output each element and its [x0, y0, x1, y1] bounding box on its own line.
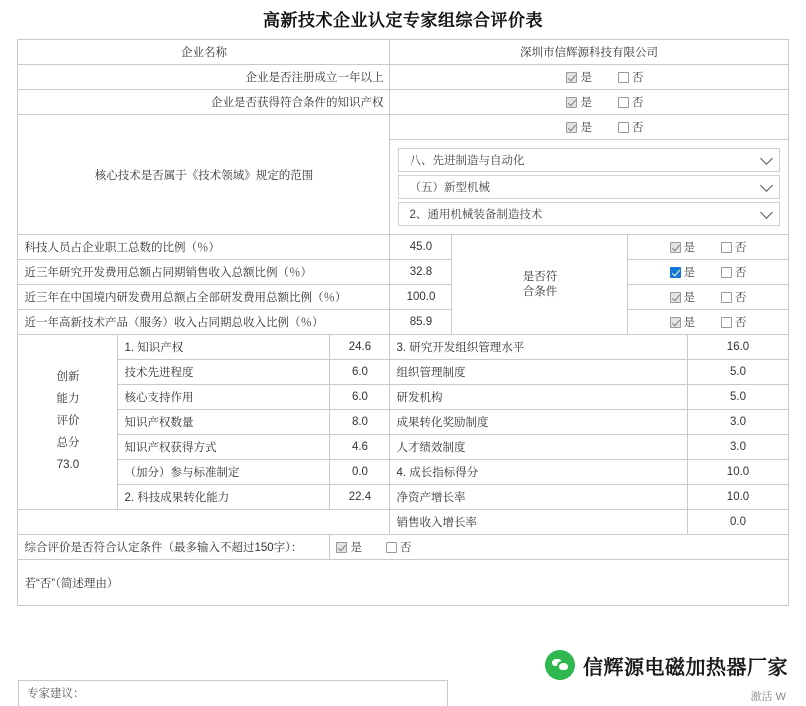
- score-left-5-value: 0.0: [330, 460, 390, 485]
- condition-label-text: 是否符合条件: [522, 271, 558, 298]
- ratio-1-yes-label: 是: [683, 267, 695, 279]
- tech-field-level1-select[interactable]: [398, 148, 779, 172]
- ratio-2-label: 近三年在中国境内研发费用总额占全部研发费用总额比例（％）: [18, 285, 390, 310]
- registered-no-label: 否: [631, 72, 644, 84]
- ratio-0-options: [628, 235, 788, 260]
- score-right-1-label: 组织管理制度: [390, 360, 688, 385]
- checkbox-checked-icon[interactable]: [670, 317, 681, 328]
- ratio-1-options: [628, 260, 788, 285]
- score-right-7-value: 0.0: [688, 510, 788, 535]
- table-row-score-7: [18, 510, 788, 535]
- registered-no-option[interactable]: [618, 69, 644, 85]
- ratio-2-yes-label: 是: [683, 292, 695, 304]
- checkbox-icon[interactable]: [721, 242, 732, 253]
- innovation-total-value: 73.0: [56, 458, 80, 471]
- ip-label: 企业是否获得符合条件的知识产权: [18, 90, 390, 115]
- tech-field-level3-value: 2、通用机械装备制造技术: [409, 209, 543, 221]
- score-left-6-value: 22.4: [330, 485, 390, 510]
- checkbox-icon[interactable]: [386, 542, 397, 553]
- summary-options: [330, 535, 788, 560]
- table-row-reason: [18, 560, 788, 606]
- score-left-5-label: （加分）参与标准制定: [118, 460, 330, 485]
- table-row-ratio-3: [18, 310, 788, 335]
- table-row-score-1: [18, 360, 788, 385]
- score-right-3-value: 3.0: [688, 410, 788, 435]
- activation-notice: 激活 W: [750, 691, 786, 703]
- score-left-3-label: 知识产权数量: [118, 410, 330, 435]
- score-right-1-value: 5.0: [688, 360, 788, 385]
- ip-no-option[interactable]: [618, 94, 644, 110]
- score-right-4-label: 人才绩效制度: [390, 435, 688, 460]
- core-tech-yes-option[interactable]: [566, 119, 592, 135]
- innovation-title-2: 能力: [56, 393, 80, 406]
- ratio-1-value: 32.8: [390, 260, 452, 285]
- registered-options: [390, 65, 788, 90]
- watermark-text: 信辉源电磁加热器厂家: [583, 656, 788, 679]
- ip-yes-label: 是: [580, 97, 592, 109]
- innovation-title-4: 总分: [56, 436, 80, 449]
- score-right-6-label: 净资产增长率: [390, 485, 688, 510]
- watermark: [545, 650, 788, 680]
- ratio-1-yes-option[interactable]: [670, 264, 696, 280]
- ratio-3-value: 85.9: [390, 310, 452, 335]
- ratio-0-no-option[interactable]: [721, 239, 747, 255]
- score-right-3-label: 成果转化奖励制度: [390, 410, 688, 435]
- core-tech-options: [390, 115, 788, 140]
- ratio-3-options: [628, 310, 788, 335]
- company-name-value: 深圳市信辉源科技有限公司: [390, 40, 788, 65]
- score-left-1-value: 6.0: [330, 360, 390, 385]
- ip-yes-option[interactable]: [566, 94, 592, 110]
- score-left-2-label: 核心支持作用: [118, 385, 330, 410]
- table-row-score-3: [18, 410, 788, 435]
- tech-field-level1-value: 八、先进制造与自动化: [409, 155, 525, 167]
- innovation-title-3: 评价: [56, 415, 80, 428]
- ratio-1-no-option[interactable]: [721, 264, 747, 280]
- checkbox-checked-icon[interactable]: [566, 97, 577, 108]
- score-left-0-value: 24.6: [330, 335, 390, 360]
- table-row-ip: [18, 90, 788, 115]
- table-row-ratio-1: [18, 260, 788, 285]
- summary-yes-label: 是: [350, 542, 362, 554]
- ratio-3-label: 近一年高新技术产品（服务）收入占同期总收入比例（％）: [18, 310, 390, 335]
- checkbox-checked-icon[interactable]: [566, 72, 577, 83]
- condition-label: [452, 235, 628, 335]
- expert-suggestion-label: 专家建议：: [18, 680, 448, 706]
- reason-textarea[interactable]: 若“否”（简述理由）: [18, 560, 788, 606]
- innovation-title-1: 创新: [56, 371, 80, 384]
- checkbox-icon[interactable]: [721, 267, 732, 278]
- chevron-down-icon[interactable]: [760, 206, 773, 219]
- chevron-down-icon[interactable]: [760, 179, 773, 192]
- table-row-registered: [18, 65, 788, 90]
- summary-no-option[interactable]: [386, 539, 412, 555]
- innovation-total-cell: [18, 335, 118, 510]
- score-left-3-value: 8.0: [330, 410, 390, 435]
- ratio-0-yes-option[interactable]: [670, 239, 696, 255]
- company-name-label: 企业名称: [18, 40, 390, 65]
- score-right-0-value: 16.0: [688, 335, 788, 360]
- score-left-4-label: 知识产权获得方式: [118, 435, 330, 460]
- summary-yes-option[interactable]: [336, 539, 362, 555]
- checkbox-checked-icon[interactable]: [670, 292, 681, 303]
- registered-label: 企业是否注册成立一年以上: [18, 65, 390, 90]
- score-left-7-empty: [18, 510, 390, 535]
- table-row-summary: [18, 535, 788, 560]
- core-tech-yes-label: 是: [580, 122, 592, 134]
- ratio-0-label: 科技人员占企业职工总数的比例（％）: [18, 235, 390, 260]
- checkbox-checked-icon[interactable]: [566, 122, 577, 133]
- summary-label: 综合评价是否符合认定条件（最多输入不超过150字）：: [18, 535, 330, 560]
- table-row-score-5: [18, 460, 788, 485]
- checkbox-icon[interactable]: [618, 97, 629, 108]
- score-right-5-value: 10.0: [688, 460, 788, 485]
- score-left-2-value: 6.0: [330, 385, 390, 410]
- ratio-1-no-label: 否: [735, 267, 747, 279]
- tech-field-level3-select[interactable]: [398, 202, 779, 226]
- ratio-3-yes-label: 是: [683, 317, 695, 329]
- ratio-3-no-option[interactable]: [721, 314, 747, 330]
- ratio-0-no-label: 否: [735, 242, 747, 254]
- tech-field-level2-select[interactable]: [398, 175, 779, 199]
- score-right-5-label: 4. 成长指标得分: [390, 460, 688, 485]
- page-title: 高新技术企业认定专家组综合评价表: [263, 11, 543, 30]
- core-tech-no-label: 否: [631, 122, 644, 134]
- table-row-score-6: [18, 485, 788, 510]
- score-right-6-value: 10.0: [688, 485, 788, 510]
- summary-no-label: 否: [399, 542, 412, 554]
- table-row-company-name: [18, 40, 788, 65]
- ratio-3-no-label: 否: [735, 317, 747, 329]
- core-tech-no-option[interactable]: [618, 119, 644, 135]
- checkbox-icon[interactable]: [721, 317, 732, 328]
- table-row-ratio-0: [18, 235, 788, 260]
- checkbox-checked-icon[interactable]: [670, 242, 681, 253]
- ratio-2-options: [628, 285, 788, 310]
- score-right-4-value: 3.0: [688, 435, 788, 460]
- score-left-1-label: 技术先进程度: [118, 360, 330, 385]
- registered-yes-label: 是: [580, 72, 592, 84]
- ip-options: [390, 90, 788, 115]
- table-row-score-0: [18, 335, 788, 360]
- checkbox-icon[interactable]: [721, 292, 732, 303]
- score-right-2-label: 研发机构: [390, 385, 688, 410]
- checkbox-checked-icon[interactable]: [670, 267, 681, 278]
- tech-field-level2-value: （五）新型机械: [409, 182, 490, 194]
- evaluation-table: [17, 39, 788, 606]
- ratio-2-no-label: 否: [735, 292, 747, 304]
- checkbox-icon[interactable]: [618, 122, 629, 133]
- score-left-0-label: 1. 知识产权: [118, 335, 330, 360]
- ratio-3-yes-option[interactable]: [670, 314, 696, 330]
- ratio-2-yes-option[interactable]: [670, 289, 696, 305]
- ratio-0-yes-label: 是: [683, 242, 695, 254]
- ratio-1-label: 近三年研究开发费用总额占同期销售收入总额比例（％）: [18, 260, 390, 285]
- table-row-score-4: [18, 435, 788, 460]
- ratio-0-value: 45.0: [390, 235, 452, 260]
- score-left-6-label: 2. 科技成果转化能力: [118, 485, 330, 510]
- registered-yes-option[interactable]: [566, 69, 592, 85]
- checkbox-checked-icon[interactable]: [336, 542, 347, 553]
- table-row-ratio-2: [18, 285, 788, 310]
- score-right-2-value: 5.0: [688, 385, 788, 410]
- ip-no-label: 否: [631, 97, 644, 109]
- wechat-logo-icon: [545, 650, 575, 680]
- ratio-2-no-option[interactable]: [721, 289, 747, 305]
- table-row-score-2: [18, 385, 788, 410]
- score-right-7-label: 销售收入增长率: [390, 510, 688, 535]
- score-right-0-label: 3. 研究开发组织管理水平: [390, 335, 688, 360]
- score-left-4-value: 4.6: [330, 435, 390, 460]
- checkbox-icon[interactable]: [618, 72, 629, 83]
- ratio-2-value: 100.0: [390, 285, 452, 310]
- tech-field-selects: [390, 140, 788, 235]
- table-row-core-tech: [18, 115, 788, 140]
- chevron-down-icon[interactable]: [760, 152, 773, 165]
- core-tech-label: 核心技术是否属于《技术领域》规定的范围: [18, 115, 390, 235]
